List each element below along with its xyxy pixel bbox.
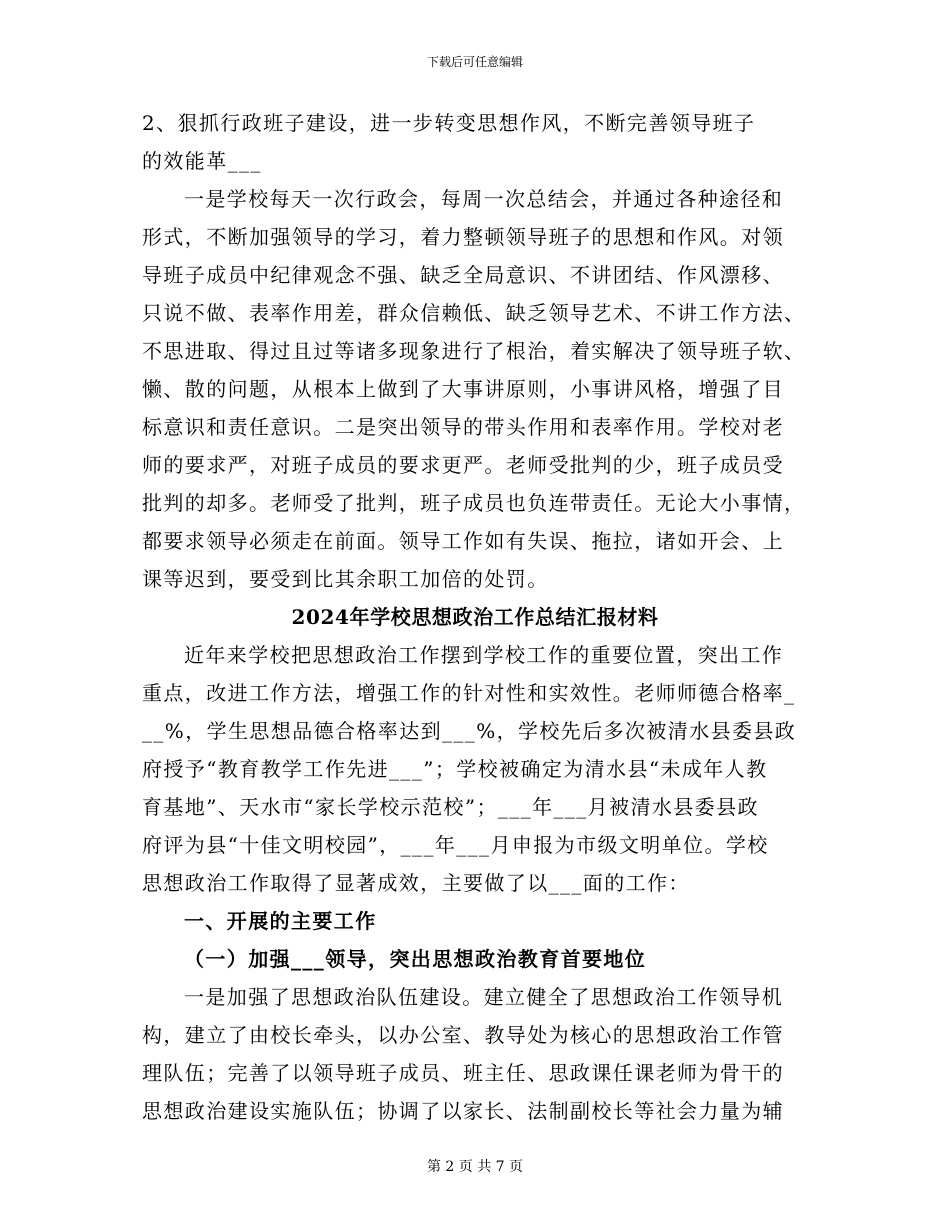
paragraph-line: 标意识和责任意识。二是突出领导的带头作用和表率作用。学校对老 xyxy=(142,415,784,439)
paragraph-line: 理队伍；完善了以领导班子成员、班主任、思政课任课老师为骨干的 xyxy=(142,1061,784,1085)
section-heading: 一、开展的主要工作 xyxy=(184,909,377,933)
page-header: 下载后可任意编辑 xyxy=(426,55,523,69)
paragraph-line: 形式，不断加强领导的学习，着力整顿领导班子的思想和作风。对领 xyxy=(142,225,784,249)
paragraph-line: 不思进取、得过且过等诸多现象进行了根治，着实解决了领导班子软、 xyxy=(142,339,806,363)
paragraph-line: 师的要求严，对班子成员的要求更严。老师受批判的少，班子成员受 xyxy=(142,453,784,477)
page-footer: 第 2 页 共 7 页 xyxy=(426,1159,524,1175)
subsection-heading: （一）加强___领导，突出思想政治教育首要地位 xyxy=(184,947,647,971)
paragraph-line: __%，学生思想品德合格率达到___%，学校先后多次被清水县委县政 xyxy=(142,719,797,743)
paragraph-line: 课等迟到，要受到比其余职工加倍的处罚。 xyxy=(142,567,549,591)
paragraph-line: 构，建立了由校长牵头，以办公室、教导处为核心的思想政治工作管 xyxy=(142,1023,784,1047)
paragraph-line: 懒、散的问题，从根本上做到了大事讲原则，小事讲风格，增强了目 xyxy=(142,377,784,401)
paragraph-line: 思想政治工作取得了显著成效，主要做了以___面的工作： xyxy=(142,871,690,895)
paragraph-line: 都要求领导必须走在前面。领导工作如有失误、拖拉，诸如开会、上 xyxy=(142,529,784,553)
paragraph-line: 2、狠抓行政班子建设，进一步转变思想作风，不断完善领导班子 xyxy=(142,111,756,135)
paragraph-line: 一是加强了思想政治队伍建设。建立健全了思想政治工作领导机 xyxy=(184,985,784,1009)
paragraph-line: 一是学校每天一次行政会，每周一次总结会，并通过各种途径和 xyxy=(184,187,784,211)
paragraph-line: 府评为县“十佳文明校园”，___年___月申报为市级文明单位。学校 xyxy=(142,833,769,857)
paragraph-line: 近年来学校把思想政治工作摆到学校工作的重要位置，突出工作 xyxy=(184,643,784,667)
paragraph-line: 的效能革___ xyxy=(142,149,262,173)
paragraph-line: 重点，改进工作方法，增强工作的针对性和实效性。老师师德合格率_ xyxy=(142,681,796,705)
paragraph-line: 只说不做、表率作用差，群众信赖低、缺乏领导艺术、不讲工作方法、 xyxy=(142,301,806,325)
paragraph-line: 思想政治建设实施队伍；协调了以家长、法制副校长等社会力量为辅 xyxy=(142,1099,784,1123)
document-title: 2024年学校思想政治工作总结汇报材料 xyxy=(291,605,659,629)
paragraph-line: 批判的却多。老师受了批判，班子成员也负连带责任。无论大小事情， xyxy=(142,491,806,515)
paragraph-line: 府授予“教育教学工作先进___”；学校被确定为清水县“未成年人教 xyxy=(142,757,768,781)
paragraph-line: 导班子成员中纪律观念不强、缺乏全局意识、不讲团结、作风漂移、 xyxy=(142,263,784,287)
paragraph-line: 育基地”、天水市“家长学校示范校”；___年___月被清水县委县政 xyxy=(142,795,759,819)
